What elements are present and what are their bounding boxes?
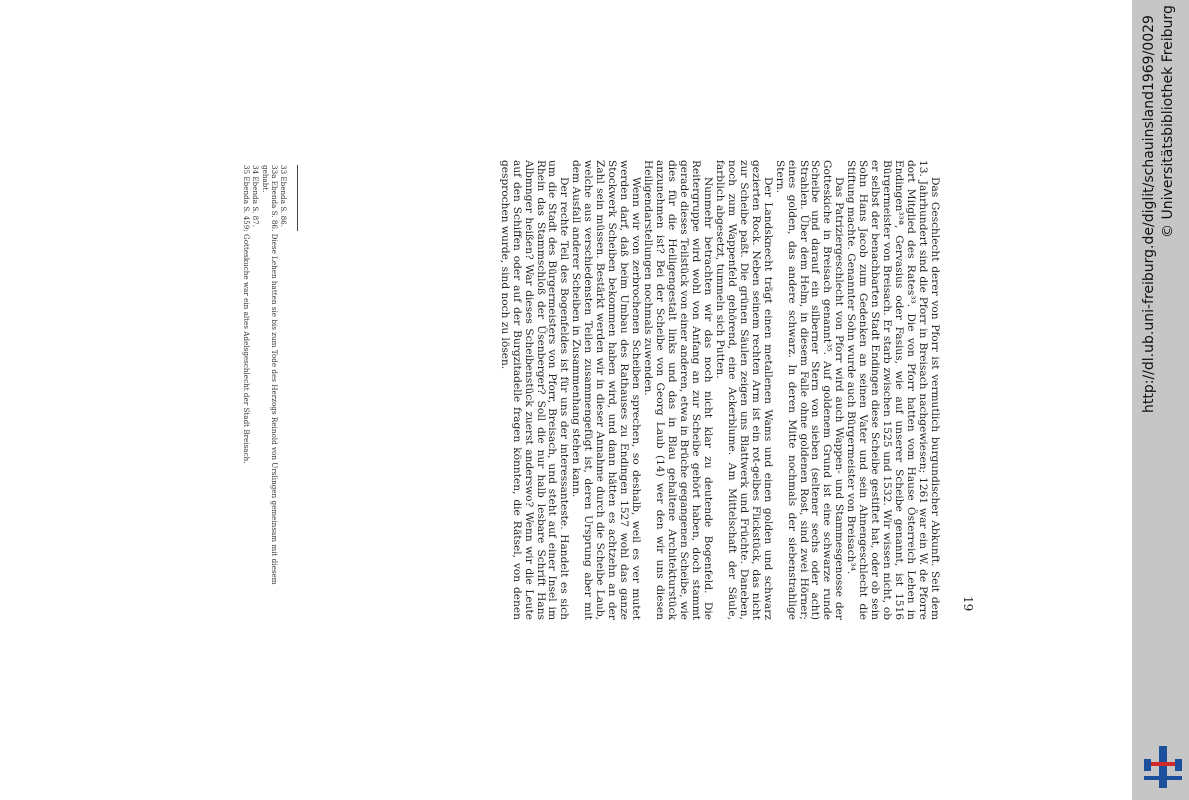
- attribution-band: [1132, 0, 1189, 800]
- footnote-divider: [297, 165, 298, 231]
- footnotes: [242, 165, 288, 605]
- source-url-link[interactable]: http://dl.ub.uni-freiburg.de/diglit/schauinsland1969/0029: [1141, 15, 1157, 413]
- footnote: 33 Ebenda S. 86.: [279, 165, 288, 227]
- footnote: 35 Ebenda S. 459; Gotteskuche war ein altes Adelsgeschlecht der Stadt Breisach.: [242, 165, 252, 464]
- paragraph: Wenn wir von zerbrochenen Scheiben sprechen, so deshalb, weil es ver mutet werden darf, daß beim Umbau des Rathauses zu Endingen 1527 wohl das ganze Stockwerk Scheiben bekommen haben wird, und dann hätten es achtzehn an der Zahl sein müssen. Bestärkt werden wir in dieser Annahme durch die Scheibe Laub, welche aus verschiedensten Teilen zusammengefügt ist, deren Ursprung aber mit dem Ausfall anderer Scheiben in Zusammenhang stehen kann.: [570, 160, 643, 620]
- paragraph: Der Landsknecht trägt einen metallenen Wams und einen golden und schwarz gezierten Rock. Neben seinem rechten Arm ist ein rot-gelbes Flickstück, das nicht zur Scheibe paßt. Die grünen Säulen zeigen uns Blattwerk und Früchte. Daneben, noch zum Wappenfeld gehörend, eine Ackerblume. Am Mittelschaft der Säule, farblich abgesetzt, tummeln sich Putten.: [713, 160, 774, 620]
- paragraph: Das Patriziergeschlecht von Pforr wird auch Wappen- und Stammesgenosse der Gotteskiche in Breisach genannt³⁵. Auf goldenem Grund ist eine schwarze runde Scheibe und darauf ein silberner Stern von sieben (seltener sechs oder acht) Strahlen. Über dem Helm, in diesem Falle ohne goldenen Rost, sind zwei Hörner; eines golden, das andere schwarz. In deren Mitte nochmals der siebenstrahlige Stern.: [773, 160, 846, 620]
- body-text: [498, 160, 940, 620]
- paragraph: Nunmehr betrachten wir das noch nicht klar zu deutende Bogenfeld. Die Reitergruppe wird wohl von Anfang an zur Scheibe gehört haben, doch stammt gerade dieses Teilstück von einer anderen, etwa in Brüche gegangenen Scheibe, wie dies für die Heiligengestalt links und das in Blau gehaltene Architekturstück anzunehmen ist? Bei der Scheibe von Georg Laub (14) wer den wir uns diesen Heiligendarstellungen nochmals zuwenden.: [642, 160, 714, 620]
- footnote: 34 Ebenda S. 87.: [251, 165, 261, 227]
- ub-freiburg-logo-icon: [1142, 746, 1186, 788]
- footnote: 33a Ebenda S. 86. Diese Lehen hatten sie bis zum Tode des Herzogs Reinold von Urslingen gemeinsam mit diesem gehabt.: [260, 165, 279, 585]
- paragraph: Der rechte Teil des Bogenfeldes ist für uns der interessanteste. Handelt es sich um die Stadt des Bürgermeisters von Pforr, Breisach, und steht auf einer Insel im Rhein das Stammschloß der Üsenberger? Soll die nur halb lesbare Schrift Hans Albmnger heißen? War dieses Scheibenstück zuerst anderswo? Wenn wir die Leute auf den Schiffen oder auf der Burgzitadelle fragen könnten, die Rätsel, von denen gesprochen wurde, sind noch zu lösen.: [498, 160, 571, 620]
- page-number: 19: [961, 596, 975, 612]
- copyright-notice: © Universitätsbibliothek Freiburg: [1160, 5, 1176, 238]
- paragraph: Das Geschlecht derer von Pforr ist vermutlich burgundischer Abkunft. Seit dem 13. Jahrhundert sind die Pforr in Breisach nachgewiesen; 1261 war ein W. de Pforre dort Mitglied des Rates³³. Die von Pforr hatten vom Hause Österreich Lehen in Endingen³³ª, Gervasius oder Fasius, wie auf unserer Scheibe genannt, ist 1516 Bürgermeister von Breisach. Er starb zwischen 1525 und 1532. Wir wissen nicht, ob er selbst der benachbarten Stadt Endingen diese Scheibe gestiftet hat, oder ob sein Sohn Hans Jacob zum Gedenken an seinen Vater und sein Ahnengeschlecht die Stiftung machte. Genannter Sohn wurde auch Bürgermeister von Breisach³⁴.: [845, 160, 941, 620]
